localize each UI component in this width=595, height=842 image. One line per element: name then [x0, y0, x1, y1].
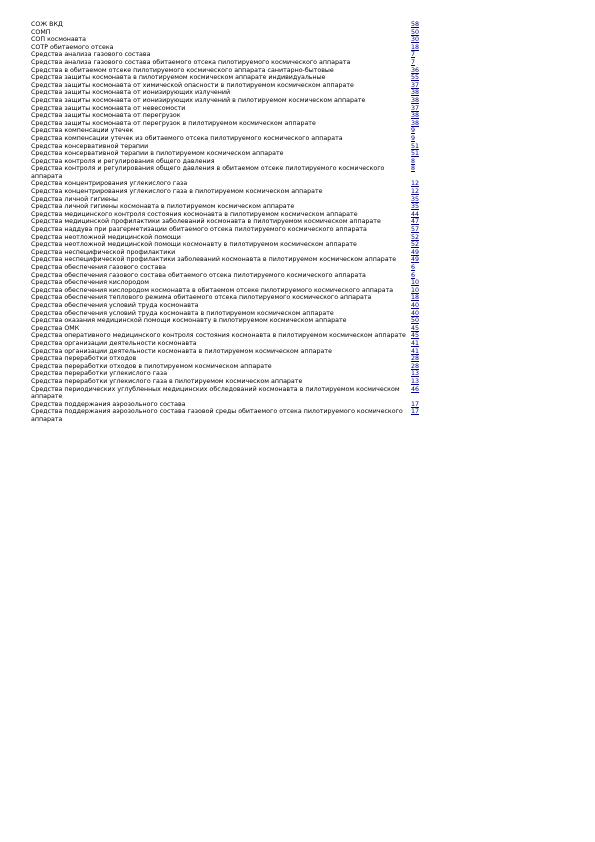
index-term: Средства переработки углекислого газа в пилотируемом космическом аппарате	[31, 377, 303, 385]
index-entry	[31, 302, 431, 310]
page-number-link[interactable]: 38	[411, 119, 420, 127]
index-entry	[31, 226, 431, 234]
page-number-link[interactable]: 52	[411, 233, 420, 241]
index-entry	[31, 218, 431, 226]
page-number-link[interactable]: 7	[411, 51, 416, 59]
index-term: Средства обеспечения кислородом космонавта в обитаемом отсеке пилотируемого космического аппарата	[31, 286, 394, 294]
page-number-link[interactable]: 8	[411, 165, 416, 173]
page-number-link[interactable]: 38	[411, 89, 420, 97]
index-entry	[31, 279, 431, 287]
page-number-link[interactable]: 28	[411, 362, 420, 370]
index-term: Средства обеспечения условий труда космонавта в пилотируемом космическом аппарате	[31, 309, 334, 317]
index-entry	[31, 408, 431, 423]
page-number-link[interactable]: 50	[411, 28, 420, 36]
index-list	[31, 21, 431, 423]
page-number-link[interactable]: 10	[411, 286, 420, 294]
index-entry	[31, 59, 431, 67]
index-term: Средства обеспечения условий труда космонавта	[31, 301, 199, 309]
page-number-link[interactable]: 37	[411, 81, 420, 89]
index-term: Средства консервативной терапии в пилотируемом космическом аппарате	[31, 150, 284, 158]
index-entry	[31, 378, 431, 386]
page-number-link[interactable]: 13	[411, 377, 420, 385]
page-number-link[interactable]: 8	[411, 157, 416, 165]
index-term: Средства контроля и регулирования общего давления	[31, 157, 215, 165]
index-entry	[31, 135, 431, 143]
index-term: Средства анализа газового состава обитаемого отсека пилотируемого космического аппарата	[31, 58, 351, 66]
page-number-link[interactable]: 35	[411, 203, 420, 211]
index-entry	[31, 355, 431, 363]
index-entry	[31, 325, 431, 333]
index-term: Средства контроля и регулирования общего давления в обитаемом отсеке пилотируемого космического аппарата	[31, 165, 385, 180]
page-number-link[interactable]: 35	[411, 195, 420, 203]
index-term: Средства анализа газового состава	[31, 51, 151, 59]
page-number-link[interactable]: 40	[411, 309, 420, 317]
index-term: Средства концентрирования углекислого газа в пилотируемом космическом аппарате	[31, 188, 323, 196]
index-term: Средства обеспечения газового состава	[31, 264, 166, 271]
index-term: Средства личной гигиены	[31, 195, 118, 203]
page-number-link[interactable]: 51	[411, 150, 420, 158]
index-entry	[31, 370, 431, 378]
index-term: Средства концентрирования углекислого газа	[31, 180, 188, 188]
page-number-link[interactable]: 51	[411, 142, 420, 150]
index-entry	[31, 340, 431, 348]
page-number-link[interactable]: 10	[411, 279, 420, 287]
page-number-link[interactable]: 17	[411, 408, 420, 416]
page-number-link[interactable]: 58	[411, 21, 420, 28]
index-term: Средства оперативного медицинского контроля состояния космонавта в пилотируемом космическом аппарате	[31, 332, 406, 340]
page-number-link[interactable]: 13	[411, 370, 420, 378]
index-term: Средства защиты космонавта от ионизирующих излучений в пилотируемом космическом аппарате	[31, 96, 366, 104]
index-term: СОМП	[31, 28, 51, 36]
page-number-link[interactable]: 28	[411, 355, 420, 363]
page-number-link[interactable]: 44	[411, 210, 420, 218]
index-term: Средства защиты космонавта в пилотируемом космическом аппарате индивидуальные	[31, 74, 326, 82]
page-number-link[interactable]: 57	[411, 226, 420, 234]
index-entry	[31, 120, 431, 128]
index-entry	[31, 112, 431, 120]
index-entry	[31, 188, 431, 196]
index-term: Средства неотложной медицинской помощи	[31, 233, 181, 241]
index-term: Средства обеспечения кислородом	[31, 279, 150, 287]
page-number-link[interactable]: 12	[411, 180, 420, 188]
page-number-link[interactable]: 45	[411, 324, 420, 332]
index-entry	[31, 51, 431, 59]
page-number-link[interactable]: 40	[411, 301, 420, 309]
page-number-link[interactable]: 50	[411, 317, 420, 325]
page-number-link[interactable]: 45	[411, 332, 420, 340]
index-entry	[31, 150, 431, 158]
index-term: Средства личной гигиены космонавта в пилотируемом космическом аппарате	[31, 203, 295, 211]
index-entry	[31, 165, 431, 180]
index-entry	[31, 127, 431, 135]
index-term: Средства обеспечения газового состава обитаемого отсека пилотируемого космического аппарата	[31, 271, 366, 279]
index-term: Средства ОМК	[31, 324, 80, 332]
page-number-link[interactable]: 12	[411, 188, 420, 196]
index-entry	[31, 348, 431, 356]
index-term: Средства неспецифической профилактики заболеваний космонавта в пилотируемом космическом аппарате	[31, 256, 397, 264]
page-number-link[interactable]: 41	[411, 347, 420, 355]
page-number-link[interactable]: 49	[411, 256, 420, 264]
page-number-link[interactable]: 17	[411, 400, 420, 408]
page-number-link[interactable]: 38	[411, 96, 420, 104]
index-term: СОП космонавта	[31, 36, 87, 44]
index-term: Средства оказания медицинской помощи космонавту в пилотируемом космическом аппарате	[31, 317, 347, 325]
page-number-link[interactable]: 6	[411, 271, 416, 279]
index-term: Средства защиты космонавта от ионизирующих излучений	[31, 89, 231, 97]
index-entry	[31, 332, 431, 340]
index-term: Средства защиты космонавта от невесомости	[31, 104, 186, 112]
index-term: Средства переработки отходов в пилотируемом космическом аппарате	[31, 362, 272, 370]
index-term: Средства переработки углекислого газа	[31, 370, 168, 378]
page-number-link[interactable]: 30	[411, 36, 420, 44]
page-number-link[interactable]: 36	[411, 66, 420, 74]
index-term: Средства обеспечения теплового режима обитаемого отсека пилотируемого космического аппарата	[31, 294, 372, 302]
page-number-link[interactable]: 55	[411, 74, 420, 82]
page-number-link[interactable]: 38	[411, 112, 420, 120]
index-term: Средства защиты космонавта от химической опасности в пилотируемом космическом аппарате	[31, 81, 354, 89]
index-entry	[31, 21, 431, 29]
index-term: Средства защиты космонавта от перегрузок в пилотируемом космическом аппарате	[31, 119, 316, 127]
index-entry	[31, 264, 431, 272]
page-number-link[interactable]: 49	[411, 248, 420, 256]
index-term: Средства медицинской профилактики заболеваний космонавта в пилотируемом космическом аппарате	[31, 218, 381, 226]
index-entry	[31, 67, 431, 75]
index-entry	[31, 105, 431, 113]
page-number-link[interactable]: 18	[411, 294, 420, 302]
index-term: Средства поддержания аэрозольного состава	[31, 400, 186, 408]
index-term: Средства периодических углубленных медицинских обследований космонавта в пилотируемом космическом аппарате	[31, 385, 400, 401]
index-entry	[31, 143, 431, 151]
index-term: Средства неотложной медицинской помощи космонавту в пилотируемом космическом аппарате	[31, 241, 357, 249]
index-term: Средства компенсации утечек из обитаемого отсека пилотируемого космического аппарата	[31, 134, 343, 142]
index-term: Средства защиты космонавта от перегрузок	[31, 112, 181, 120]
page-number-link[interactable]: 7	[411, 58, 416, 66]
index-term: Средства организации деятельности космонавта	[31, 339, 197, 347]
index-entry	[31, 44, 431, 52]
index-term: Средства организации деятельности космонавта в пилотируемом космическом аппарате	[31, 347, 332, 355]
index-entry	[31, 89, 431, 97]
index-term: Средства компенсации утечек	[31, 127, 134, 135]
index-term: Средства поддержания аэрозольного состава газовой среды обитаемого отсека пилотируемого космического аппарата	[31, 408, 403, 423]
page-number-link[interactable]: 52	[411, 241, 420, 249]
index-term: Средства наддува при разгерметизации обитаемого отсека пилотируемого космического аппарата	[31, 226, 367, 234]
index-entry	[31, 180, 431, 188]
index-term: СОЖ ВКД	[31, 21, 63, 28]
index-entry	[31, 386, 431, 401]
index-term: Средства медицинского контроля состояния космонавта в пилотируемом космическом аппарате	[31, 210, 358, 218]
index-entry	[31, 294, 431, 302]
index-entry	[31, 256, 431, 264]
index-entry	[31, 74, 431, 82]
page-number-link[interactable]: 9	[411, 134, 416, 142]
index-entry	[31, 97, 431, 105]
page-number-link[interactable]: 41	[411, 339, 420, 347]
page-number-link[interactable]: 46	[411, 385, 420, 393]
index-term: Средства консервативной терапии	[31, 142, 149, 150]
page-number-link[interactable]: 37	[411, 104, 420, 112]
index-entry	[31, 29, 431, 37]
page-number-link[interactable]: 9	[411, 127, 416, 135]
page-number-link[interactable]: 18	[411, 43, 420, 51]
index-entry	[31, 203, 431, 211]
index-term: СОТР обитаемого отсека	[31, 43, 114, 51]
index-term: Средства неспецифической профилактики	[31, 248, 176, 256]
index-entry	[31, 317, 431, 325]
index-term: Средства переработки отходов	[31, 355, 137, 363]
page-number-link[interactable]: 6	[411, 264, 416, 271]
index-term: Средства в обитаемом отсеке пилотируемого космического аппарата санитарно-бытовые	[31, 66, 334, 74]
index-entry	[31, 36, 431, 44]
page-number-link[interactable]: 47	[411, 218, 420, 226]
index-entry	[31, 241, 431, 249]
